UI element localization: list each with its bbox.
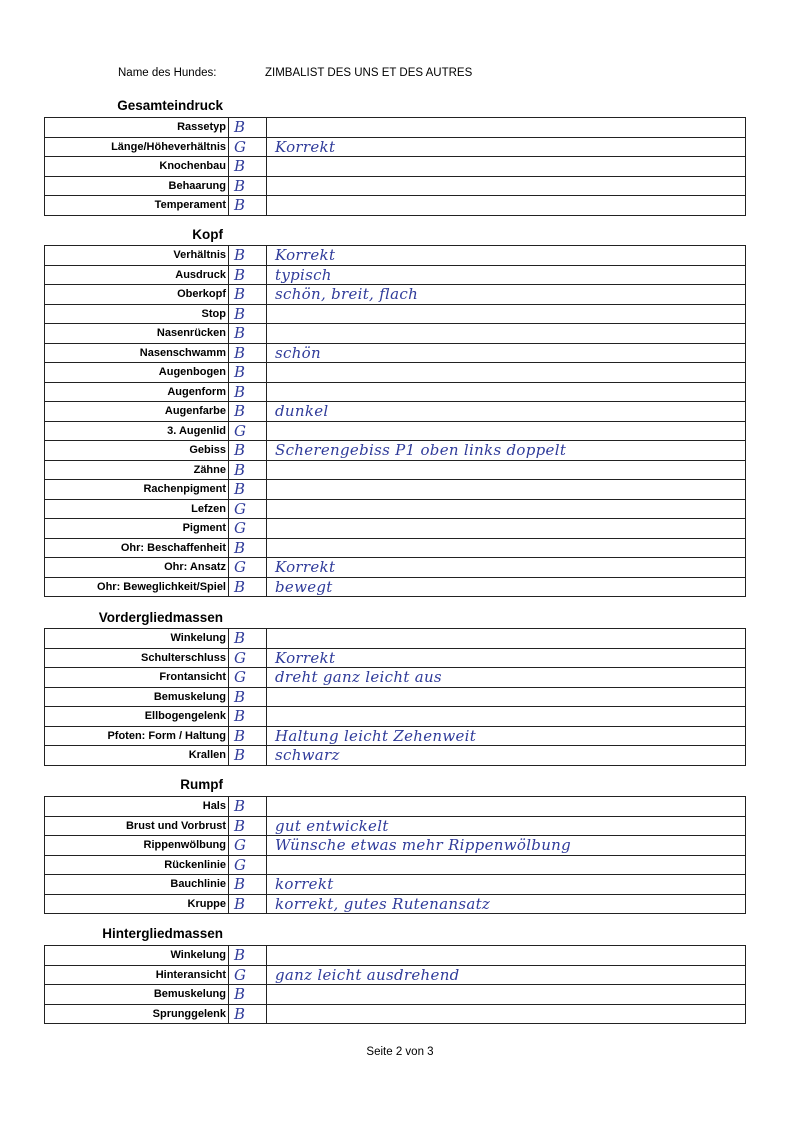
table-row [45,558,746,578]
table-row [45,137,746,157]
table-row [45,816,746,836]
row-label: Nasenschwamm [45,343,229,363]
table-row [45,324,746,344]
row-comment: Korrekt [267,648,746,668]
row-comment [267,480,746,500]
table-row [45,648,746,668]
row-label: Ohr: Ansatz [45,558,229,578]
table-row [45,836,746,856]
row-label: Augenform [45,382,229,402]
row-comment: Korrekt [267,246,746,266]
row-grade: B [229,797,267,817]
row-grade: B [229,402,267,422]
row-label: Pfoten: Form / Haltung [45,726,229,746]
row-label: Oberkopf [45,285,229,305]
row-label: Hinteransicht [45,965,229,985]
page-number: Seite 2 von 3 [366,1046,434,1058]
row-grade: B [229,343,267,363]
section-table-hintergliedmassen [44,945,746,1024]
row-grade: B [229,726,267,746]
table-row [45,1004,746,1024]
row-label: Ohr: Beschaffenheit [45,538,229,558]
row-label: Hals [45,797,229,817]
row-label: Stop [45,304,229,324]
row-grade: B [229,246,267,266]
row-comment [267,707,746,727]
row-label: Augenbogen [45,363,229,383]
row-label: Ausdruck [45,265,229,285]
section-title-vordergliedmassen: Vordergliedmassen [98,610,223,625]
row-label: Augenfarbe [45,402,229,422]
table-row [45,118,746,138]
row-comment [267,797,746,817]
row-label: Behaarung [45,176,229,196]
row-label: Ohr: Beweglichkeit/Spiel [45,577,229,597]
table-row [45,894,746,914]
table-row [45,965,746,985]
table-row [45,499,746,519]
row-label: Brust und Vorbrust [45,816,229,836]
row-label: Rückenlinie [45,855,229,875]
row-label: Schulterschluss [45,648,229,668]
section-table-gesamteindruck [44,117,746,216]
row-comment [267,1004,746,1024]
table-row [45,196,746,216]
row-grade: B [229,746,267,766]
row-grade: B [229,985,267,1005]
row-grade: B [229,816,267,836]
row-grade: B [229,577,267,597]
row-grade: G [229,648,267,668]
row-comment [267,382,746,402]
row-comment: schwarz [267,746,746,766]
row-label: Temperament [45,196,229,216]
table-row [45,985,746,1005]
table-row [45,363,746,383]
table-row [45,946,746,966]
row-grade: B [229,382,267,402]
row-comment: Korrekt [267,137,746,157]
row-grade: B [229,629,267,649]
table-row [45,480,746,500]
row-label: Gebiss [45,441,229,461]
row-comment: schön [267,343,746,363]
row-label: Nasenrücken [45,324,229,344]
table-row [45,304,746,324]
row-comment [267,538,746,558]
row-comment [267,855,746,875]
row-label: Winkelung [45,946,229,966]
table-row [45,629,746,649]
row-comment: Haltung leicht Zehenweit [267,726,746,746]
row-label: Lefzen [45,499,229,519]
row-grade: B [229,157,267,177]
row-grade: G [229,499,267,519]
row-grade: B [229,441,267,461]
row-comment: gut entwickelt [267,816,746,836]
table-row [45,285,746,305]
table-row [45,382,746,402]
row-label: Rachenpigment [45,480,229,500]
row-grade: G [229,137,267,157]
table-row [45,343,746,363]
row-comment: typisch [267,265,746,285]
table-row [45,176,746,196]
table-row [45,707,746,727]
dog-name-value: ZIMBALIST DES UNS ET DES AUTRES [265,67,473,79]
table-row [45,519,746,539]
row-label: Zähne [45,460,229,480]
row-comment: schön, breit, flach [267,285,746,305]
row-comment: Scherengebiss P1 oben links doppelt [267,441,746,461]
table-row [45,797,746,817]
table-row [45,726,746,746]
section-table-rumpf [44,796,746,914]
row-label: Bauchlinie [45,875,229,895]
table-row [45,157,746,177]
row-comment [267,460,746,480]
row-comment [267,946,746,966]
table-row [45,246,746,266]
row-comment [267,985,746,1005]
section-title-hintergliedmassen: Hintergliedmassen [102,926,223,941]
row-label: Winkelung [45,629,229,649]
row-comment [267,499,746,519]
table-row [45,460,746,480]
row-grade: B [229,304,267,324]
row-comment: bewegt [267,577,746,597]
table-row [45,265,746,285]
table-row [45,577,746,597]
row-grade: G [229,668,267,688]
row-comment: Korrekt [267,558,746,578]
row-comment: dunkel [267,402,746,422]
row-grade: B [229,894,267,914]
row-label: Rassetyp [45,118,229,138]
row-grade: B [229,118,267,138]
row-comment [267,304,746,324]
row-label: Frontansicht [45,668,229,688]
row-comment [267,421,746,441]
row-comment [267,324,746,344]
table-row [45,746,746,766]
table-row [45,668,746,688]
row-comment [267,176,746,196]
row-grade: B [229,285,267,305]
section-table-vordergliedmassen [44,628,746,766]
table-row [45,402,746,422]
section-title-kopf: Kopf [192,227,223,242]
row-grade: B [229,946,267,966]
row-comment [267,629,746,649]
row-comment [267,363,746,383]
row-grade: B [229,875,267,895]
row-label: Kruppe [45,894,229,914]
table-row [45,855,746,875]
row-comment [267,157,746,177]
row-comment [267,196,746,216]
row-comment: Wünsche etwas mehr Rippenwölbung [267,836,746,856]
table-row [45,441,746,461]
row-label: Rippenwölbung [45,836,229,856]
row-grade: G [229,558,267,578]
row-grade: G [229,836,267,856]
table-row [45,875,746,895]
row-comment: korrekt, gutes Rutenansatz [267,894,746,914]
row-grade: G [229,519,267,539]
table-row [45,421,746,441]
row-comment: korrekt [267,875,746,895]
row-grade: B [229,1004,267,1024]
row-grade: B [229,363,267,383]
row-label: Sprunggelenk [45,1004,229,1024]
row-comment [267,519,746,539]
row-label: Krallen [45,746,229,766]
section-table-kopf [44,245,746,597]
row-label: Pigment [45,519,229,539]
row-label: 3. Augenlid [45,421,229,441]
row-label: Knochenbau [45,157,229,177]
row-grade: B [229,176,267,196]
row-grade: B [229,196,267,216]
row-grade: B [229,324,267,344]
row-comment: ganz leicht ausdrehend [267,965,746,985]
row-grade: B [229,687,267,707]
section-title-gesamteindruck: Gesamteindruck [117,98,223,113]
row-grade: B [229,707,267,727]
table-row [45,687,746,707]
row-comment [267,118,746,138]
row-grade: G [229,855,267,875]
row-grade: B [229,480,267,500]
row-label: Länge/Höheverhältnis [45,137,229,157]
row-comment [267,687,746,707]
row-grade: B [229,265,267,285]
dog-name-label: Name des Hundes: [118,67,217,79]
row-label: Verhältnis [45,246,229,266]
row-grade: G [229,965,267,985]
row-grade: G [229,421,267,441]
row-comment: dreht ganz leicht aus [267,668,746,688]
row-label: Bemuskelung [45,687,229,707]
row-label: Bemuskelung [45,985,229,1005]
row-label: Ellbogengelenk [45,707,229,727]
section-title-rumpf: Rumpf [180,777,223,792]
table-row [45,538,746,558]
row-grade: B [229,538,267,558]
row-grade: B [229,460,267,480]
